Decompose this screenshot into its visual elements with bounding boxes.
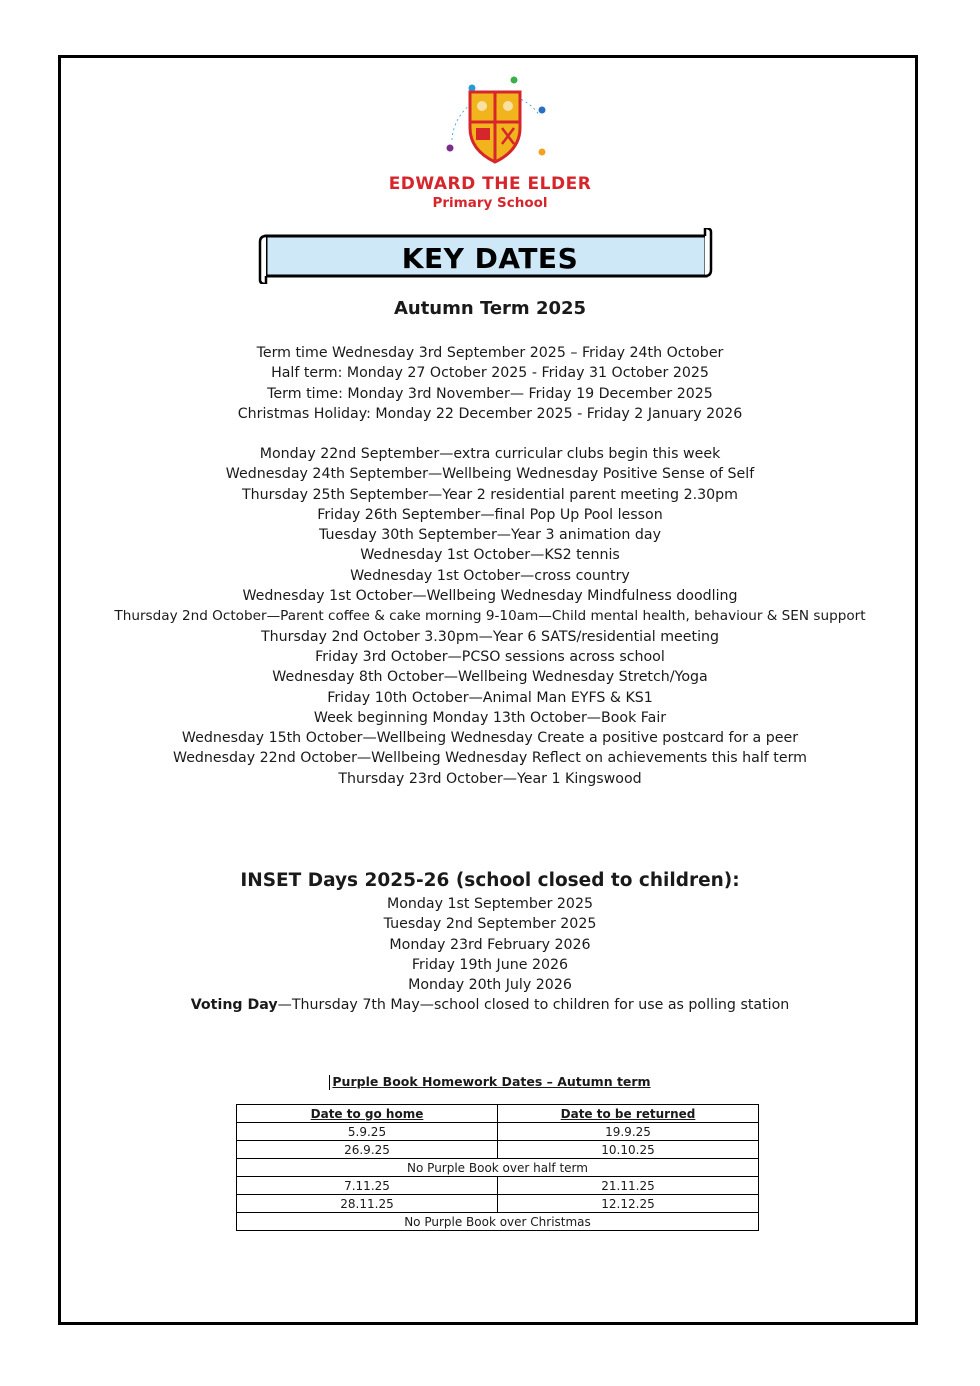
voting-day-text: —Thursday 7th May—school closed to children for use as polling station <box>277 997 790 1014</box>
table-row <box>237 1195 759 1213</box>
table-cell: 7.11.25 <box>237 1177 498 1195</box>
purple-book-title <box>0 1074 980 1090</box>
table-row <box>237 1123 759 1141</box>
table-cell: 19.9.25 <box>498 1123 759 1141</box>
text-cursor <box>329 1075 330 1090</box>
column-header: Date to be returned <box>498 1105 759 1123</box>
voting-day-line <box>0 995 980 1015</box>
term-line: Term time Wednesday 3rd September 2025 – Friday 24th October <box>256 345 724 361</box>
term-line: Half term: Monday 27 October 2025 - Friday 31 October 2025 <box>271 365 709 382</box>
inset-days-heading: INSET Days 2025-26 (school closed to children): <box>240 870 740 891</box>
table-row <box>237 1159 759 1177</box>
event-line: Thursday 23rd October—Year 1 Kingswood <box>338 770 642 787</box>
event-line: Friday 3rd October—PCSO sessions across school <box>315 648 665 665</box>
inset-day: Friday 19th June 2026 <box>411 956 569 973</box>
event-line: Wednesday 15th October—Wellbeing Wednesday Create a positive postcard for a peer <box>181 730 799 747</box>
purple-book-table <box>236 1104 759 1231</box>
event-line: Wednesday 22nd October—Wellbeing Wednesday Reflect on achievements this half term <box>173 750 807 767</box>
table-cell: 26.9.25 <box>237 1141 498 1159</box>
event-line: Tuesday 30th September—Year 3 animation day <box>319 527 661 544</box>
term-line: Christmas Holiday: Monday 22 December 2025 - Friday 2 January 2026 <box>237 405 743 422</box>
page-title: KEY DATES <box>401 242 579 275</box>
table-row <box>237 1141 759 1159</box>
table-cell: 10.10.25 <box>498 1141 759 1159</box>
table-header-row <box>237 1105 759 1123</box>
event-line: Thursday 2nd October—Parent coffee & cake morning 9-10am—Child mental health, behaviour & SEN support <box>114 608 866 625</box>
table-row <box>237 1177 759 1195</box>
event-line: Wednesday 24th September—Wellbeing Wednesday Positive Sense of Self <box>225 466 755 483</box>
term-line: Term time: Monday 3rd November— Friday 19 December 2025 <box>267 385 713 402</box>
event-line: Thursday 25th September—Year 2 residential parent meeting 2.30pm <box>242 486 738 503</box>
event-line: Friday 26th September—final Pop Up Pool lesson <box>317 506 663 523</box>
event-line: Wednesday 1st October—KS2 tennis <box>360 547 620 564</box>
table-cell: 28.11.25 <box>237 1195 498 1213</box>
table-cell: 12.12.25 <box>498 1195 759 1213</box>
column-header: Date to go home <box>237 1105 498 1123</box>
school-crest-logo <box>430 70 560 170</box>
school-subtitle: Primary School <box>432 195 548 211</box>
table-row <box>237 1213 759 1231</box>
event-line: Week beginning Monday 13th October—Book Fair <box>313 709 667 726</box>
school-name: EDWARD THE ELDER <box>388 174 592 194</box>
event-line: Thursday 2nd October 3.30pm—Year 6 SATS/residential meeting <box>260 628 720 645</box>
inset-day: Tuesday 2nd September 2025 <box>383 916 597 933</box>
event-line: Wednesday 1st October—Wellbeing Wednesday Mindfulness doodling <box>242 588 738 605</box>
event-line: Wednesday 1st October—cross country <box>350 567 630 584</box>
inset-day: Monday 20th July 2026 <box>408 977 572 994</box>
purple-book-title-text: Purple Book Homework Dates – Autumn term <box>332 1074 651 1089</box>
inset-day: Monday 23rd February 2026 <box>389 936 591 953</box>
autumn-term-heading: Autumn Term 2025 <box>393 298 587 319</box>
table-note-cell: No Purple Book over Christmas <box>237 1213 759 1231</box>
inset-days-list <box>0 894 980 1016</box>
table-note-cell: No Purple Book over half term <box>237 1159 759 1177</box>
event-line: Monday 22nd September—extra curricular clubs begin this week <box>259 446 721 462</box>
table-cell: 5.9.25 <box>237 1123 498 1141</box>
table-cell: 21.11.25 <box>498 1177 759 1195</box>
inset-day: Monday 1st September 2025 <box>386 896 594 912</box>
event-line: Friday 10th October—Animal Man EYFS & KS1 <box>327 689 653 706</box>
term-dates-list <box>0 343 980 424</box>
voting-day-label: Voting Day <box>190 997 278 1014</box>
events-list <box>0 444 980 789</box>
event-line: Wednesday 8th October—Wellbeing Wednesday Stretch/Yoga <box>272 669 708 686</box>
